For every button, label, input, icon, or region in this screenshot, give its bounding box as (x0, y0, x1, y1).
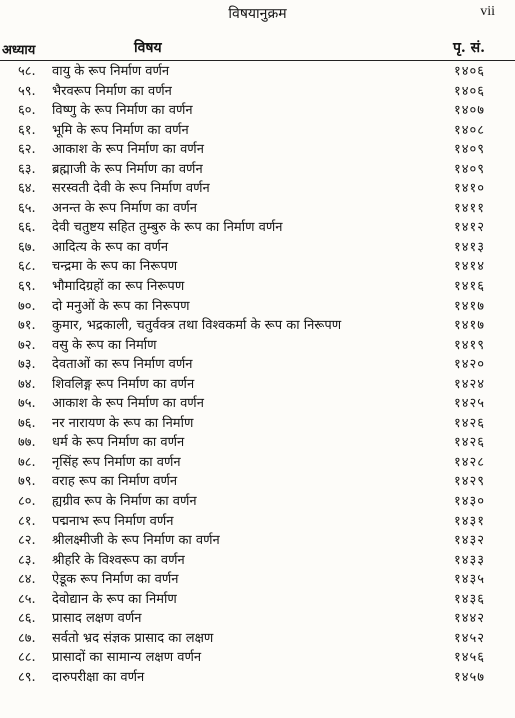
chapter-title: नृसिंह रूप निर्माण का वर्णन (52, 454, 181, 470)
chapter-title: भैरवरूप निर्माण का वर्णन (52, 83, 172, 99)
page-reference: १४१६ (453, 279, 485, 295)
header-divider (0, 60, 515, 61)
chapter-title: आदित्य के रूप का वर्णन (52, 239, 169, 255)
page-reference: १४१३ (453, 239, 485, 255)
chapter-number: ८५. (18, 591, 36, 607)
toc-entry (0, 648, 515, 668)
page-reference: १४२४ (453, 376, 485, 392)
page-reference: १४३२ (453, 533, 485, 549)
chapter-title: श्रीहरि के विश्वरूप का वर्णन (52, 552, 185, 568)
toc-entry (0, 179, 515, 199)
chapter-title: भूमि के रूप निर्माण का वर्णन (52, 122, 189, 138)
toc-entry (0, 316, 515, 336)
chapter-title: भौमादिग्रहों का रूप निरूपण (52, 279, 185, 295)
toc-entry (0, 414, 515, 434)
chapter-title: अनन्त के रूप निर्माण का वर्णन (52, 200, 198, 216)
chapter-number: ८६. (18, 611, 36, 627)
chapter-title: ब्रह्माजी के रूप निर्माण का वर्णन (52, 161, 203, 177)
toc-entry (0, 140, 515, 160)
chapter-title: सर्वतो भ्रद संज्ञक प्रासाद का लक्षण (52, 630, 214, 646)
toc-entry (0, 375, 515, 395)
page-reference: १४१७ (453, 318, 485, 334)
chapter-number: ७७. (18, 435, 36, 451)
chapter-number: ६५. (18, 200, 36, 216)
chapter-number: ८४. (18, 572, 36, 588)
chapter-number: ७०. (18, 298, 36, 314)
toc-entry (0, 355, 515, 375)
toc-entry (0, 492, 515, 512)
chapter-title: देवताओं का रूप निर्माण वर्णन (52, 357, 193, 373)
toc-entry (0, 512, 515, 532)
running-title: विषयानुक्रम (228, 6, 287, 22)
page-reference: १४१९ (453, 337, 485, 353)
chapter-title: आकाश के रूप निर्माण का वर्णन (52, 142, 204, 158)
page-reference: १४३६ (453, 591, 485, 607)
toc-entry (0, 297, 515, 317)
toc-entry (0, 570, 515, 590)
chapter-title: वसु के रूप का निर्माण (52, 337, 157, 353)
chapter-title: विष्णु के रूप निर्माण का वर्णन (52, 103, 193, 119)
page-reference: १४३३ (453, 552, 485, 568)
chapter-number: ६२. (18, 142, 36, 158)
page-reference: १४२६ (453, 415, 485, 431)
page-reference: १४२६ (453, 435, 485, 451)
chapter-number: ८३. (18, 552, 36, 568)
chapter-number: ७६. (18, 415, 36, 431)
chapter-title: वराह रूप का निर्माण वर्णन (52, 474, 178, 490)
chapter-number: ७५. (18, 396, 36, 412)
chapter-title: आकाश के रूप निर्माण का वर्णन (52, 396, 204, 412)
page-reference: १४३१ (453, 513, 485, 529)
page-reference: १४३५ (453, 572, 485, 588)
page-reference: १४१० (453, 181, 485, 197)
chapter-title: दो मनुओं के रूप का निरूपण (52, 298, 190, 314)
toc-entry (0, 336, 515, 356)
page-reference: १४२८ (453, 454, 485, 470)
page-reference: १४०६ (453, 64, 485, 79)
chapter-number: ७३. (18, 357, 36, 373)
toc-entry (0, 433, 515, 453)
chapter-title: ह्यग्रीव रूप के निर्माण का वर्णन (52, 494, 197, 510)
page-reference: १४१७ (453, 298, 485, 314)
contents-list (0, 62, 515, 688)
toc-entry (0, 82, 515, 102)
page-reference: १४०९ (453, 161, 485, 177)
toc-entry (0, 531, 515, 551)
chapter-title: शिवलिङ्ग रूप निर्माण का वर्णन (52, 376, 195, 392)
chapter-title: पद्मनाभ रूप निर्माण वर्णन (52, 513, 174, 529)
page-reference: १४४२ (453, 611, 485, 627)
chapter-number: ६९. (18, 279, 36, 295)
page-reference: १४५२ (453, 630, 485, 646)
page-reference: १४०७ (453, 103, 485, 119)
toc-entry (0, 590, 515, 610)
page-reference: १४०८ (453, 122, 485, 138)
page-reference: १४२० (453, 357, 485, 373)
column-headers (0, 32, 515, 58)
chapter-title: ऐडूक रूप निर्माण का वर्णन (52, 572, 179, 588)
toc-entry (0, 277, 515, 297)
chapter-number: ८१. (18, 513, 36, 529)
chapter-number: ७१. (18, 318, 36, 334)
toc-entry (0, 668, 515, 688)
chapter-number: ६८. (18, 259, 36, 275)
chapter-number: ६७. (18, 239, 36, 255)
page-reference: १४५६ (453, 650, 485, 666)
page-header (0, 2, 515, 22)
chapter-number: ७२. (18, 337, 36, 353)
chapter-number: ८०. (18, 494, 36, 510)
chapter-title: श्रीलक्ष्मीजी के रूप निर्माण का वर्णन (52, 533, 220, 549)
chapter-number: ६६. (18, 220, 36, 236)
page-reference: १४५७ (453, 669, 485, 685)
chapter-number: ६४. (18, 181, 36, 197)
page-reference: १४०९ (453, 142, 485, 158)
chapter-title: वायु के रूप निर्माण वर्णन (52, 64, 170, 79)
toc-entry (0, 62, 515, 82)
page-reference: १४१४ (453, 259, 485, 275)
chapter-number: ६०. (18, 103, 36, 119)
chapter-number: ६३. (18, 161, 36, 177)
chapter-number: ७८. (18, 454, 36, 470)
toc-entry (0, 472, 515, 492)
chapter-number: ६१. (18, 122, 36, 138)
chapter-number: ८७. (18, 630, 36, 646)
toc-entry (0, 257, 515, 277)
toc-entry (0, 629, 515, 649)
chapter-number: ५८. (18, 64, 36, 79)
page-reference: १४३० (453, 494, 485, 510)
chapter-title: धर्म के रूप निर्माण का वर्णन (52, 435, 185, 451)
page-reference: १४०६ (453, 83, 485, 99)
chapter-title: चन्द्रमा के रूप का निरूपण (52, 259, 178, 275)
chapter-title: देवोद्यान के रूप का निर्माण (52, 591, 177, 607)
toc-entry (0, 551, 515, 571)
chapter-title: नर नारायण के रूप का निर्माण (52, 415, 194, 431)
chapter-number: ८८. (18, 650, 36, 666)
toc-entry (0, 609, 515, 629)
column-header-topic: विषय (134, 40, 162, 56)
column-header-chapter: अध्याय (2, 43, 36, 58)
page-reference: १४२९ (453, 474, 485, 490)
chapter-title: सरस्वती देवी के रूप निर्माण वर्णन (52, 181, 210, 197)
toc-entry (0, 238, 515, 258)
toc-entry (0, 160, 515, 180)
chapter-title: देवी चतुष्टय सहित तुम्बुरु के रूप का निर्माण वर्णन (52, 220, 283, 236)
chapter-number: ५९. (18, 83, 36, 99)
chapter-number: ७९. (18, 474, 36, 490)
column-header-page: पृ. सं. (452, 40, 485, 56)
toc-entry (0, 453, 515, 473)
chapter-title: कुमार, भद्रकाली, चतुर्वक्त्र तथा विश्वकर्मा के रूप का निरूपण (52, 318, 342, 334)
chapter-number: ८२. (18, 533, 36, 549)
chapter-title: प्रासाद लक्षण वर्णन (52, 611, 142, 627)
chapter-title: दारुपरीक्षा का वर्णन (52, 669, 145, 685)
chapter-title: प्रासादों का सामान्य लक्षण वर्णन (52, 650, 202, 666)
page-number: vii (480, 4, 495, 19)
toc-entry (0, 394, 515, 414)
toc-entry (0, 101, 515, 121)
toc-entry (0, 121, 515, 141)
toc-entry (0, 199, 515, 219)
page-reference: १४११ (453, 200, 485, 216)
chapter-number: ८९. (18, 669, 36, 685)
page-reference: १४१२ (453, 220, 485, 236)
toc-entry (0, 218, 515, 238)
page-reference: १४२५ (453, 396, 485, 412)
chapter-number: ७४. (18, 376, 36, 392)
